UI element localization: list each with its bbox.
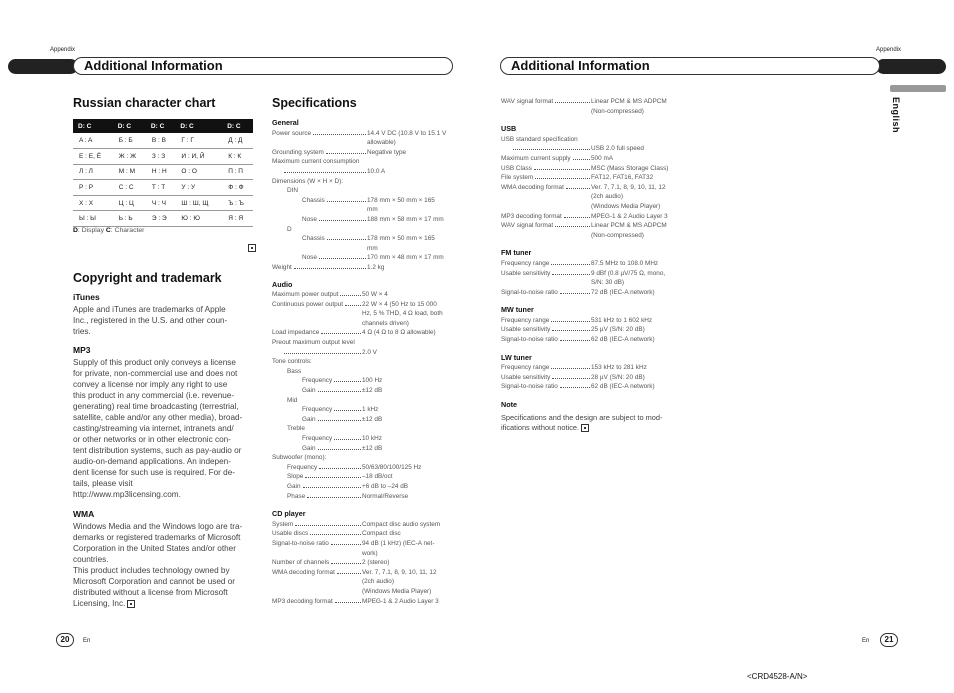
itunes-text: Apple and iTunes are trademarks of Apple Inc., registered in the U.S. and other coun- tries. [73, 305, 228, 336]
chart-cell: Ю : Ю [175, 211, 222, 227]
spec-row: Signal-to-noise ratio 94 dB (1 kHz) (IEC-A net- work) [272, 539, 435, 557]
spec-row: Nose 188 mm × 58 mm × 17 mm [302, 215, 444, 223]
chart-cell: Ч : Ч [146, 195, 175, 211]
d-label: D [287, 225, 292, 233]
spec-row: Frequency 10 kHz [302, 435, 382, 442]
chart-row [73, 180, 253, 196]
dimensions-label: Dimensions (W × H × D): [272, 177, 344, 185]
header-tab-left [8, 59, 78, 74]
preout-label: Preout maximum output level [272, 339, 355, 347]
spec-row: Continuous power output 22 W × 4 (50 Hz to 15 000 Hz, 5 % THD, 4 Ω load, both channels driven) [272, 300, 443, 327]
side-tab-bar [890, 85, 946, 92]
spec-row: File system FAT12, FAT16, FAT32 [501, 174, 654, 182]
tone-label: Tone controls: [272, 358, 312, 366]
spec-row: Frequency 50/63/80/100/125 Hz [287, 463, 422, 471]
spec-row: Signal-to-noise ratio 62 dB (IEC-A network) [501, 336, 655, 344]
spec-row: Gain ±12 dB [302, 444, 383, 452]
chart-header-cell: D: C [175, 119, 222, 133]
spec-row: Phase Normal/Reverse [287, 492, 409, 500]
header-title-left: Additional Information [73, 57, 453, 75]
general-heading: General [272, 118, 299, 127]
russian-chart-legend: D: Display C: Character [73, 227, 145, 234]
spec-row: Slope –18 dB/oct [287, 473, 393, 481]
audio-heading: Audio [272, 279, 293, 289]
cd-heading: CD player [272, 509, 306, 519]
treble-label: Treble [287, 425, 305, 433]
spec-row: Power source 14.4 V DC (10.8 V to 15.1 V allowable) [272, 129, 447, 147]
wma-text: Windows Media and the Windows logo are tra- demarks or registered trademarks of Microsoft Corporation in the United States and/or other countries. This product includes technology owned by Microsoft Corporation and cannot be used or distributed without a license from Microsoft Licensing, Inc. [73, 522, 243, 608]
spec-row: Chassis 178 mm × 50 mm × 165 mm [302, 196, 435, 214]
spec-row: System Compact disc audio system [272, 520, 441, 528]
chart-cell: Н : Н [146, 164, 175, 180]
header-tab-right [876, 59, 946, 74]
spec-row: WMA decoding format Ver. 7, 7.1, 8, 9, 10, 11, 12 (2ch audio) (Windows Media Player) [501, 183, 666, 210]
chart-cell: A : A [73, 133, 113, 149]
chart-cell: Э : Э [146, 211, 175, 227]
din-label: DIN [287, 187, 299, 195]
mp3-text: Supply of this product only conveys a license for private, non-commercial use and does not convey a license nor imply any right to use this product in any commercial (i.e. revenue- generating) real time broadcasting (terrestrial, satellite, cable and/or any other media), broad- casting/streaming via internet, intranets and/ or other networks or in other electronic con- tent distribution systems, such as pay-audio or audio-on-demand applications. An indepen- dent license for such use is required. For de- tails, please visit http://www.mp3licensing.com. [73, 358, 243, 499]
chart-cell: Я : Я [222, 211, 253, 227]
chart-cell: С : С [113, 180, 146, 196]
chart-cell: О : О [175, 164, 222, 180]
chart-cell: Б : Б [113, 133, 146, 149]
end-mark-icon [246, 239, 256, 257]
chart-header-cell: D: C [222, 119, 253, 133]
russian-chart-title: Russian character chart [73, 96, 216, 110]
chart-cell: Л : Л [73, 164, 113, 180]
spec-row: Chassis 178 mm × 50 mm × 165 mm [302, 235, 435, 252]
chart-cell: И : И, Й [175, 149, 222, 165]
spec-row: Frequency 100 Hz [302, 377, 383, 385]
chart-cell: З : З [146, 149, 175, 165]
copyright-section [73, 292, 263, 609]
spec-row: Usable discs Compact disc [272, 530, 401, 538]
usb-std-label: USB standard specification [501, 135, 578, 143]
chart-row [73, 164, 253, 180]
chart-cell: Е : Е, Ё [73, 149, 113, 165]
chart-header-cell: D: C [146, 119, 175, 133]
english-side-label: English [891, 97, 901, 134]
spec-row: USB Class MSC (Mass Storage Class) [501, 164, 669, 172]
page-number-left: 20 [56, 633, 74, 647]
fm-heading: FM tuner [501, 248, 532, 258]
end-mark-icon [127, 600, 135, 608]
spec-row: Frequency 1 kHz [302, 406, 379, 414]
spec-row: MP3 decoding format MPEG-1 & 2 Audio Layer 3 [501, 212, 668, 220]
right-specs-column [501, 97, 686, 434]
lang-label-right: En [862, 638, 870, 644]
max-current-label: Maximum current consumption [272, 158, 360, 166]
mid-label: Mid [287, 396, 298, 404]
header-title-right: Additional Information [500, 57, 880, 75]
appendix-label-right: Appendix [876, 47, 902, 53]
spec-row: Usable sensitivity 9 dBf (0.8 µV/75 Ω, mono, S/N: 30 dB) [501, 269, 666, 287]
chart-cell: Ы : Ы [73, 211, 113, 227]
chart-cell: Т : Т [146, 180, 175, 196]
chart-row [73, 149, 253, 165]
spec-row: Gain +6 dB to –24 dB [287, 482, 409, 490]
chart-header-cell: D: C [113, 119, 146, 133]
chart-cell: Ш : Ш, Щ [175, 195, 222, 211]
chart-cell: Ц : Ц [113, 195, 146, 211]
spec-row: Frequency range 87.5 MHz to 108.0 MHz [501, 259, 659, 267]
note-text: Specifications and the design are subject to mod- ifications without notice. [501, 412, 663, 433]
chart-row [73, 133, 253, 149]
chart-cell: Г : Г [175, 133, 222, 149]
spec-row: Gain ±12 dB [302, 387, 383, 395]
spec-row: Grounding system Negative type [272, 148, 407, 156]
wma-heading: WMA [73, 509, 95, 519]
end-mark-icon [581, 424, 589, 432]
specifications-column [272, 114, 457, 606]
spec-row: Signal-to-noise ratio 72 dB (IEC-A network) [501, 288, 655, 296]
appendix-label-left: Appendix [50, 47, 76, 53]
spec-row: Nose 170 mm × 48 mm × 17 mm [302, 254, 444, 262]
chart-cell: Х : Х [73, 195, 113, 211]
subwoofer-label: Subwoofer (mono): [272, 454, 327, 462]
spec-row: Load impedance 4 Ω (4 Ω to 8 Ω allowable) [272, 329, 436, 337]
spec-row: 2.0 V [272, 348, 457, 358]
itunes-heading: iTunes [73, 292, 100, 302]
page-number-right: 21 [880, 633, 898, 647]
chart-header-cell: D: C [73, 119, 113, 133]
lw-heading: LW tuner [501, 352, 532, 362]
chart-cell: Р : Р [73, 180, 113, 196]
chart-cell: М : М [113, 164, 146, 180]
chart-cell: П : П [222, 164, 253, 180]
copyright-title: Copyright and trademark [73, 271, 222, 285]
spec-row: 10.0 A [272, 167, 457, 177]
mp3-heading: MP3 [73, 345, 91, 355]
chart-cell: Ф : Ф [222, 180, 253, 196]
spec-row: USB 2.0 full speed [501, 144, 686, 154]
chart-cell: Д : Д [222, 133, 253, 149]
spec-row: Maximum power output 50 W × 4 [272, 291, 388, 299]
note-heading: Note [501, 400, 517, 410]
spec-row: Signal-to-noise ratio 62 dB (IEC-A network) [501, 383, 655, 391]
spec-row: Gain ±12 dB [302, 415, 383, 423]
chart-cell: К : К [222, 149, 253, 165]
chart-cell: Ъ : Ъ [222, 195, 253, 211]
spec-row: Frequency range 153 kHz to 281 kHz [501, 364, 647, 372]
usb-heading: USB [501, 124, 517, 134]
spec-row: Number of channels 2 (stereo) [272, 559, 390, 567]
specifications-title: Specifications [272, 96, 357, 110]
spec-row: MP3 decoding format MPEG-1 & 2 Audio Layer 3 [272, 597, 439, 605]
chart-row [73, 195, 253, 211]
chart-cell: Ж : Ж [113, 149, 146, 165]
spec-row: Weight 1.2 kg [272, 263, 385, 271]
spec-row: WMA decoding format Ver. 7, 7.1, 8, 9, 10, 11, 12 (2ch audio) (Windows Media Player) [272, 568, 437, 595]
spec-row: WAV signal format Linear PCM & MS ADPCM (Non-compressed) [501, 98, 667, 115]
chart-cell: В : В [146, 133, 175, 149]
chart-cell: У : У [175, 180, 222, 196]
spec-row: Frequency range 531 kHz to 1 602 kHz [501, 316, 653, 324]
russian-chart-table [73, 119, 253, 227]
lang-label-left: En [83, 638, 91, 644]
chart-row [73, 211, 253, 227]
chart-cell: Ь : Ь [113, 211, 146, 227]
spec-row: Maximum current supply 500 mA [501, 154, 614, 162]
document-code: <CRD4528-A/N> [747, 672, 808, 681]
spec-row: WAV signal format Linear PCM & MS ADPCM (Non-compressed) [501, 222, 667, 239]
spec-row: Usable sensitivity 28 µV (S/N: 20 dB) [501, 373, 645, 381]
spec-row: Usable sensitivity 25 µV (S/N: 20 dB) [501, 326, 645, 334]
mw-heading: MW tuner [501, 305, 534, 315]
bass-label: Bass [287, 367, 302, 375]
